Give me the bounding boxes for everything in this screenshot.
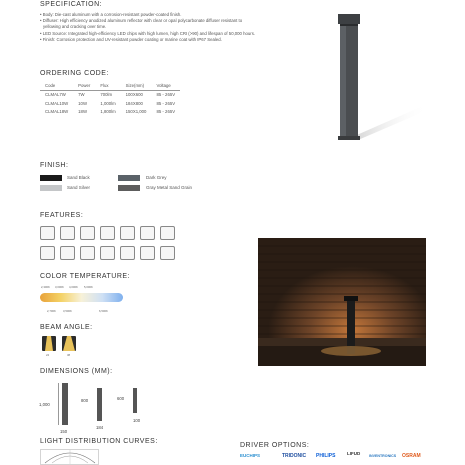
ordering-header: Power <box>73 81 95 90</box>
finish-label: Dark Grey <box>146 175 167 180</box>
brand-logo-philips: PHILIPS <box>316 453 336 459</box>
ordering-header: Voltage <box>151 81 180 90</box>
dimmable-icon <box>160 226 175 240</box>
eco-icon <box>60 246 75 260</box>
table-cell: 150X1,000 <box>125 109 147 115</box>
specification-list <box>40 12 320 43</box>
spec-line: • Finish: Corrosion protection and UV-resistant powder coating or marine coat with IP67 Sealed. <box>40 36 222 42</box>
ordering-title: ORDERING CODE: <box>40 70 109 77</box>
light-distribution-curve <box>40 449 100 465</box>
color-temperature-title: COLOR TEMPERATURE: <box>40 273 131 280</box>
uv-icon <box>140 246 155 260</box>
table-row <box>40 99 180 108</box>
dimension-height: 600 <box>117 396 125 401</box>
cct-tick: 2,300K <box>41 285 50 289</box>
ordering-header: Flux <box>95 81 120 90</box>
cct-tick: 3,500K <box>63 309 72 313</box>
spec-line: • LED Source: Integrated high-efficiency LED chips with high lumen, high CRI (>90) and lifespan of 50,000 hours. <box>40 30 256 36</box>
beam-icon <box>80 226 95 240</box>
beam-angle-title: BEAM ANGLE: <box>40 324 93 331</box>
finish-swatch-sand-black <box>40 175 62 181</box>
spec-line: yellowing and cracking over time. <box>43 24 107 30</box>
cct-tick: 4,000K <box>69 285 78 289</box>
table-cell: 184X800 <box>125 100 143 106</box>
finish-swatch-dark-grey <box>118 175 140 181</box>
bollard-600-drawing <box>133 388 137 413</box>
flicker-free-icon <box>80 246 95 260</box>
finish-swatch-sand-silver <box>40 185 62 191</box>
certification-icon <box>160 246 175 260</box>
bollard-product-image <box>300 10 430 150</box>
table-cell: 85 - 265V <box>156 100 176 106</box>
cct-tick: 5,000K <box>84 285 93 289</box>
installation-photo <box>258 238 426 366</box>
table-cell: 85 - 265V <box>156 92 176 98</box>
driver-icon <box>100 226 115 240</box>
warranty-icon <box>40 246 55 260</box>
spec-line: • Diffuser: High efficiency anodized aluminum reflector with clear or opal polycarbonate diffuser resistant to <box>40 18 243 24</box>
driver-options-title: DRIVER OPTIONS: <box>240 442 310 449</box>
cri-icon <box>140 226 155 240</box>
table-row <box>40 108 180 117</box>
color-temperature-bar <box>40 293 123 302</box>
specification-title: SPECIFICATION: <box>40 1 103 8</box>
dimension-width: 184 <box>96 425 104 430</box>
table-cell: 100X600 <box>125 92 143 98</box>
table-cell: 1,800lm <box>100 109 116 115</box>
features-title: FEATURES: <box>40 212 84 219</box>
table-cell: 7W <box>78 92 85 98</box>
finish-label: Gray Metal Sand Grain <box>146 185 193 190</box>
angle-icon <box>100 246 115 260</box>
ordering-header: Size(mm) <box>121 81 152 90</box>
brand-logo-lifud: LIFUD <box>347 451 361 456</box>
brand-logo-euchips: EUCHIPS <box>240 453 261 458</box>
table-cell: 18W <box>78 109 88 115</box>
table-cell: 1,000lm <box>100 100 116 106</box>
brand-logo-inventronics: INVENTRONICS <box>369 454 397 458</box>
table-cell: 85 - 265V <box>156 109 176 115</box>
table-cell: 700lm <box>100 92 113 98</box>
ordering-header: Code <box>40 81 73 90</box>
table-row <box>40 90 180 99</box>
beam-label: 24 <box>46 353 50 357</box>
brand-logo-tridonic: TRIDONIC <box>282 453 307 459</box>
temperature-icon <box>120 246 135 260</box>
finish-label: Sand Black <box>67 175 90 180</box>
quality-icon <box>40 226 55 240</box>
beam-label: 38 <box>67 353 71 357</box>
ordering-table <box>40 81 180 116</box>
dimension-height: 1,000 <box>39 402 50 407</box>
table-cell: CLMAL7W <box>45 92 66 98</box>
dimensions-title: DIMENSIONS (MM): <box>40 368 113 375</box>
light-distribution-title: LIGHT DISTRIBUTION CURVES: <box>40 438 158 445</box>
lifespan-icon <box>60 226 75 240</box>
cct-tick: 3,000K <box>55 285 64 289</box>
beam-38-icon <box>62 336 76 351</box>
spec-line: • Body: Die-cast aluminum with a corrosion-resistant powder-coated finish. <box>40 12 182 17</box>
finish-swatch-gray-metal <box>118 185 140 191</box>
dimension-width: 100 <box>133 418 141 423</box>
table-cell: 10W <box>78 100 88 106</box>
dimension-width: 150 <box>60 429 68 434</box>
finish-title: FINISH: <box>40 162 69 169</box>
beam-24-icon <box>42 336 56 351</box>
bollard-800-drawing <box>97 388 102 421</box>
ip-rating-icon <box>120 226 135 240</box>
table-cell: CLMAL18W <box>45 109 69 115</box>
dimension-line <box>58 383 59 425</box>
dimension-height: 800 <box>81 398 89 403</box>
cct-tick: 2,700K <box>47 309 56 313</box>
brand-logo-osram: OSRAM <box>402 453 421 459</box>
cct-tick: 6,500K <box>99 309 108 313</box>
finish-label: Sand Silver <box>67 185 91 190</box>
table-cell: CLMAL10W <box>45 100 69 106</box>
bollard-1000-drawing <box>62 383 68 425</box>
